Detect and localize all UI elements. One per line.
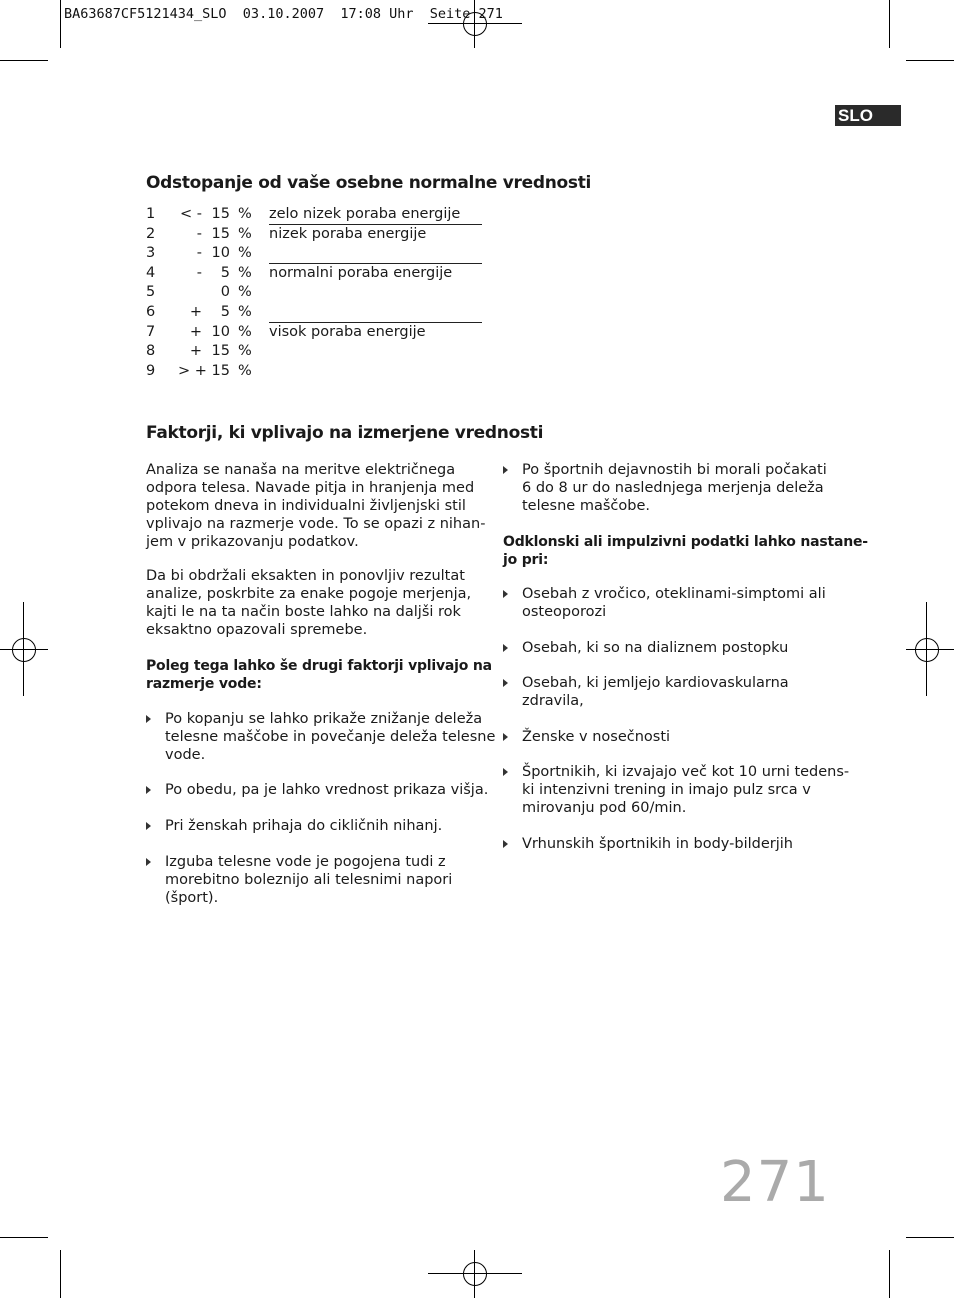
table-row	[146, 264, 482, 284]
bullet-text	[165, 781, 488, 799]
text-line: Ženske v nosečnosti	[522, 729, 671, 745]
row-description: visok poraba energije	[269, 323, 426, 340]
text-line: Po kopanju se lahko prikaže znižanje deleža	[165, 711, 483, 727]
table-divider	[269, 224, 482, 225]
bullet-arrow-icon	[146, 858, 151, 866]
row-sign: -	[196, 225, 202, 242]
row-percent: %	[238, 284, 252, 301]
row-value: 5	[220, 264, 230, 281]
crop-mark	[889, 1250, 890, 1298]
bullet-arrow-icon	[503, 840, 508, 848]
text-line: eksaktno opazovali spremebe.	[146, 622, 368, 638]
bullet-item	[503, 639, 788, 657]
text-line: Da bi obdržali eksakten in ponovljiv rezultat	[146, 568, 465, 584]
bullet-text	[522, 639, 788, 657]
text-line: Športnikih, ki izvajajo več kot 10 urni tedens-	[522, 764, 850, 780]
text-line: Izguba telesne vode je pogojena tudi z	[165, 854, 446, 870]
table-row	[146, 303, 482, 323]
row-value: 15	[211, 343, 230, 360]
text-line: odpora telesa. Navade pitja in hranjenja med	[146, 480, 475, 496]
text-line: Vrhunskih športnikih in body-bilderjih	[522, 836, 793, 852]
text-line: Analiza se nanaša na meritve električnega	[146, 462, 456, 478]
table-row	[146, 283, 482, 303]
text-line: osteoporozi	[522, 604, 607, 620]
text-line: ki intenzivni trening in imajo pulz srca v	[522, 782, 811, 798]
text-line: analize, poskrbite za enake pogoje merjenja,	[146, 586, 472, 602]
crop-mark	[0, 60, 48, 61]
text-line: vplivajo na razmerje vode. To se opazi z nihan-	[146, 516, 486, 532]
bullet-arrow-icon	[503, 466, 508, 474]
row-percent: %	[238, 362, 252, 379]
registration-mark-circle	[12, 638, 36, 662]
subheading	[503, 533, 868, 569]
row-number: 6	[146, 303, 156, 320]
bullet-item	[146, 710, 495, 764]
crop-mark	[0, 1237, 48, 1238]
row-sign: -	[196, 245, 202, 262]
row-sign: > +	[178, 362, 207, 379]
text-line: vode.	[165, 747, 206, 763]
page-number: 271	[720, 1150, 830, 1215]
deviation-table	[146, 205, 482, 381]
bullet-item	[503, 461, 827, 515]
text-line: razmerje vode:	[146, 676, 262, 692]
row-percent: %	[238, 245, 252, 262]
text-line: potekom dneva in individualni življenjski stil	[146, 498, 466, 514]
text-line: kajti le na ta način boste lahko na daljši rok	[146, 604, 461, 620]
text-line: morebitno boleznijo ali telesnimi napori	[165, 872, 453, 888]
text-line: Pri ženskah prihaja do cikličnih nihanj.	[165, 818, 443, 834]
crop-mark	[60, 0, 61, 48]
bullet-item	[503, 763, 849, 817]
bullet-item	[503, 674, 789, 710]
text-line: Osebah, ki jemljejo kardiovaskularna	[522, 675, 789, 691]
table-divider	[269, 322, 482, 323]
bullet-item	[146, 853, 452, 907]
bullet-text	[165, 710, 495, 764]
row-sign: -	[196, 264, 202, 281]
row-number: 8	[146, 343, 156, 360]
paragraph	[146, 567, 471, 639]
text-line: jo pri:	[503, 552, 549, 568]
bullet-text	[522, 585, 826, 621]
text-line: (šport).	[165, 890, 219, 906]
row-sign: +	[189, 343, 202, 360]
row-number: 4	[146, 264, 156, 281]
crop-mark	[60, 1250, 61, 1298]
row-value: 0	[220, 284, 230, 301]
row-number: 5	[146, 284, 156, 301]
bullet-arrow-icon	[503, 733, 508, 741]
bullet-text	[165, 853, 452, 907]
row-number: 2	[146, 225, 156, 242]
table-row	[146, 342, 482, 362]
section-title-deviation: Odstopanje od vaše osebne normalne vrednosti	[146, 173, 592, 193]
row-value: 10	[211, 323, 230, 340]
row-sign: < -	[180, 206, 202, 222]
row-number: 1	[146, 206, 156, 222]
row-percent: %	[238, 225, 252, 242]
text-line: 6 do 8 ur do naslednjega merjenja deleža	[522, 480, 824, 496]
row-description: zelo nizek poraba energije	[269, 206, 461, 222]
crop-mark	[906, 1237, 954, 1238]
subheading	[146, 657, 492, 693]
text-line: Po športnih dejavnostih bi morali počakati	[522, 462, 827, 478]
bullet-text	[522, 728, 670, 746]
bullet-arrow-icon	[503, 644, 508, 652]
registration-mark-circle	[463, 1262, 487, 1286]
table-row	[146, 244, 482, 264]
table-row	[146, 225, 482, 245]
row-value: 15	[211, 362, 230, 379]
text-line: mirovanju pod 60/min.	[522, 800, 687, 816]
table-row	[146, 362, 482, 382]
text-line: Osebah, ki so na dializnem postopku	[522, 640, 789, 656]
text-line: zdravila,	[522, 693, 584, 709]
table-divider	[269, 263, 482, 264]
language-badge: SLO	[835, 105, 901, 126]
row-value: 15	[211, 225, 230, 242]
text-line: Osebah z vročico, oteklinami-simptomi ali	[522, 586, 826, 602]
row-number: 9	[146, 362, 156, 379]
row-number: 3	[146, 245, 156, 262]
bullet-item	[503, 728, 670, 746]
registration-mark-circle	[915, 638, 939, 662]
bullet-text	[522, 835, 793, 853]
crop-mark	[889, 0, 890, 48]
bullet-item	[503, 585, 826, 621]
bullet-item	[146, 781, 488, 799]
row-sign: +	[189, 303, 202, 320]
text-line: Odklonski ali impulzivni podatki lahko nastane-	[503, 534, 868, 550]
bullet-item	[503, 835, 793, 853]
bullet-arrow-icon	[146, 822, 151, 830]
bullet-arrow-icon	[503, 679, 508, 687]
bullet-arrow-icon	[503, 590, 508, 598]
crop-mark	[906, 60, 954, 61]
text-line: telesne maščobe in povečanje deleža telesne	[165, 729, 496, 745]
bullet-text	[522, 674, 789, 710]
row-sign: +	[189, 323, 202, 340]
text-line: jem v prikazovanju podatkov.	[146, 534, 359, 550]
text-line: Po obedu, pa je lahko vrednost prikaza višja.	[165, 782, 489, 798]
row-number: 7	[146, 323, 156, 340]
row-value: 10	[211, 245, 230, 262]
text-line: telesne maščobe.	[522, 498, 650, 514]
row-description: nizek poraba energije	[269, 225, 427, 242]
row-percent: %	[238, 343, 252, 360]
row-percent: %	[238, 323, 252, 340]
table-row	[146, 205, 482, 225]
paragraph	[146, 461, 485, 551]
bullet-arrow-icon	[503, 768, 508, 776]
row-percent: %	[238, 206, 252, 222]
bullet-text	[522, 461, 827, 515]
table-row	[146, 323, 482, 343]
row-description: normalni poraba energije	[269, 264, 453, 281]
bullet-text	[522, 763, 849, 817]
section-title-factors: Faktorji, ki vplivajo na izmerjene vrednosti	[146, 423, 544, 443]
row-value: 5	[220, 303, 230, 320]
bullet-arrow-icon	[146, 786, 151, 794]
print-slug: BA63687CF5121434_SLO 03.10.2007 17:08 Uhr Seite 271	[64, 6, 503, 22]
bullet-item	[146, 817, 442, 835]
row-percent: %	[238, 264, 252, 281]
text-line: Poleg tega lahko še drugi faktorji vplivajo na	[146, 658, 492, 674]
row-percent: %	[238, 303, 252, 320]
bullet-arrow-icon	[146, 715, 151, 723]
bullet-text	[165, 817, 442, 835]
row-value: 15	[211, 206, 230, 222]
